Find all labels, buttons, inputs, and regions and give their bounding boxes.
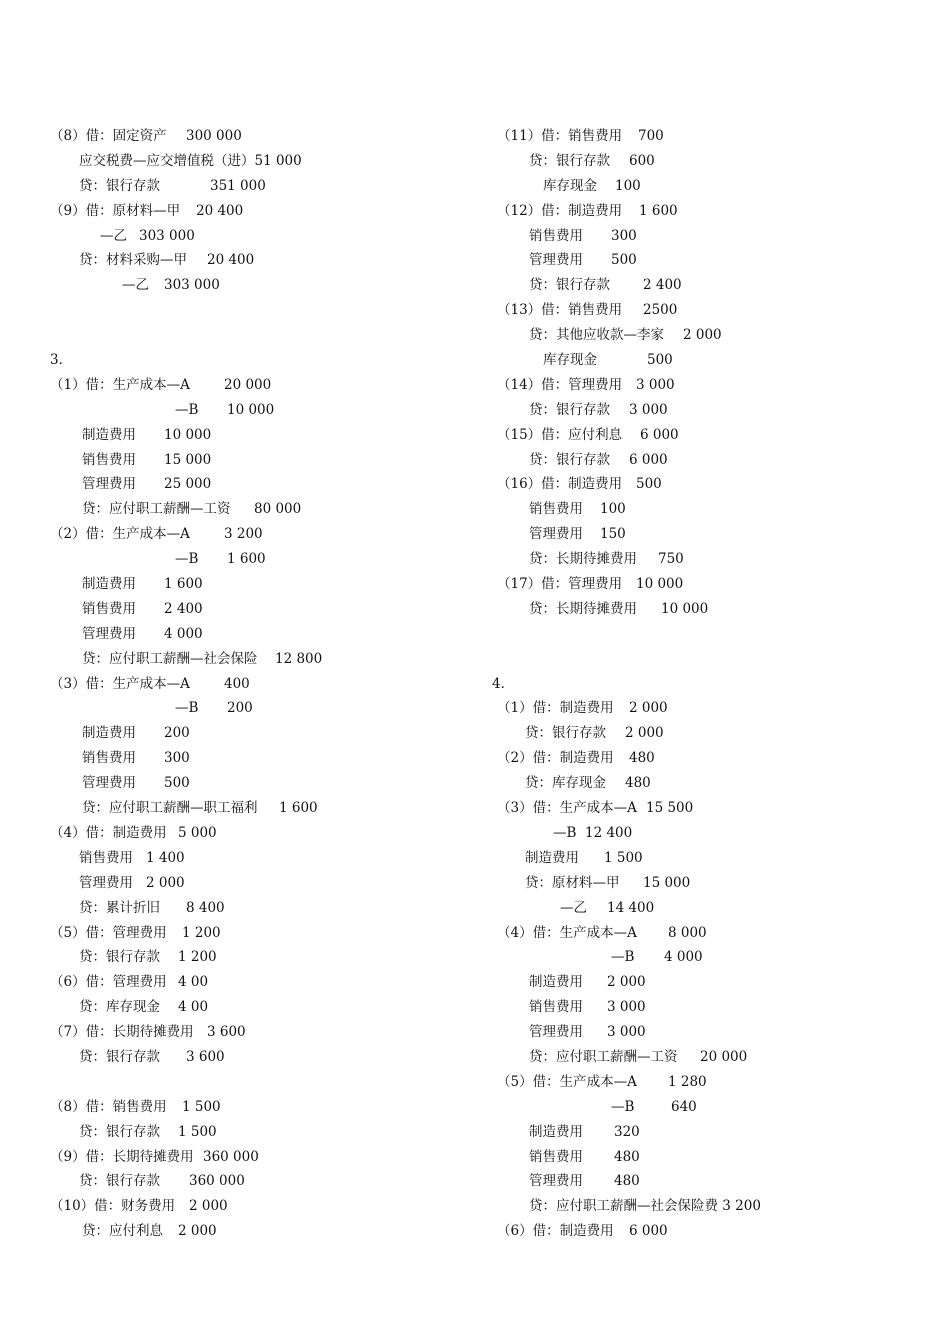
entry-label: 制造费用 bbox=[529, 974, 583, 991]
entry-amount: 6 000 bbox=[640, 426, 679, 443]
entry-line bbox=[475, 1194, 950, 1219]
entry-label: （2）借：制造费用 bbox=[497, 750, 614, 767]
entry-amount: 100 bbox=[615, 177, 641, 194]
entry-line bbox=[0, 472, 475, 497]
entry-line bbox=[0, 273, 475, 298]
entry-line bbox=[475, 248, 950, 273]
entry-line bbox=[475, 921, 950, 946]
entry-amount: 1 600 bbox=[639, 202, 678, 219]
entry-label: 贷：银行存款 bbox=[79, 1123, 160, 1140]
entry-label: 销售费用 bbox=[529, 501, 583, 518]
entry-amount: 3 000 bbox=[636, 376, 675, 393]
entry-line bbox=[475, 497, 950, 522]
entry-label: （5）借：生产成本—A bbox=[497, 1073, 637, 1090]
entry-line bbox=[0, 1169, 475, 1194]
entry-line bbox=[0, 821, 475, 846]
entry-line bbox=[0, 672, 475, 697]
entry-label: （6）借：管理费用 bbox=[50, 974, 167, 991]
entry-line bbox=[0, 547, 475, 572]
entry-label: （8）借：销售费用 bbox=[50, 1098, 167, 1115]
entry-label: （14）借：管理费用 bbox=[497, 376, 623, 393]
entry-amount: 200 bbox=[164, 725, 190, 742]
entry-amount: 600 bbox=[629, 152, 655, 169]
entry-amount: 1 280 bbox=[668, 1073, 707, 1090]
entry-label: 销售费用 bbox=[529, 1148, 583, 1165]
entry-amount: 8 000 bbox=[668, 924, 707, 941]
entry-amount: 1 200 bbox=[178, 949, 217, 966]
entry-label: 管理费用 bbox=[529, 526, 583, 543]
entry-line bbox=[475, 224, 950, 249]
entry-label: （1）借：制造费用 bbox=[497, 700, 614, 717]
entry-amount: 300 bbox=[164, 750, 190, 767]
entry-line bbox=[475, 174, 950, 199]
entry-line bbox=[0, 597, 475, 622]
entry-amount: 6 000 bbox=[629, 1223, 668, 1240]
entry-label: 贷：库存现金 bbox=[79, 999, 160, 1016]
entry-label: 管理费用 bbox=[82, 476, 136, 493]
entry-label: （4）借：生产成本—A bbox=[497, 924, 637, 941]
entry-label: 销售费用 bbox=[82, 600, 136, 617]
entry-line bbox=[0, 1145, 475, 1170]
entry-label: 管理费用 bbox=[529, 252, 583, 269]
entry-amount: 400 bbox=[224, 675, 250, 692]
entry-line bbox=[475, 995, 950, 1020]
entry-line bbox=[475, 1095, 950, 1120]
entry-amount: 300 000 bbox=[186, 128, 242, 144]
entry-line bbox=[0, 647, 475, 672]
entry-amount: 500 bbox=[647, 352, 673, 369]
entry-label: （9）借：原材料—甲 bbox=[50, 202, 181, 219]
entry-amount: 200 bbox=[227, 700, 253, 717]
entry-amount: 4 00 bbox=[178, 999, 209, 1016]
entry-amount: 4 00 bbox=[178, 974, 209, 991]
entry-amount: 3 600 bbox=[207, 1024, 246, 1041]
entry-label: 制造费用 bbox=[525, 849, 579, 866]
entry-amount: 360 000 bbox=[189, 1173, 245, 1190]
entry-line bbox=[0, 1219, 475, 1244]
entry-label: 管理费用 bbox=[82, 775, 136, 792]
entry-label: 贷：长期待摊费用 bbox=[529, 551, 637, 568]
entry-line bbox=[0, 298, 475, 323]
entry-line bbox=[0, 796, 475, 821]
entry-amount: 500 bbox=[636, 476, 662, 493]
entry-amount: 303 000 bbox=[164, 277, 220, 294]
entry-amount: 10 000 bbox=[227, 401, 275, 418]
entry-label: 贷：银行存款 bbox=[79, 177, 160, 194]
entry-label: 制造费用 bbox=[82, 426, 136, 443]
entry-label: —B bbox=[175, 401, 199, 418]
entry-line bbox=[475, 348, 950, 373]
entry-line bbox=[475, 572, 950, 597]
entry-amount: 3 000 bbox=[607, 1024, 646, 1041]
entry-line bbox=[475, 1045, 950, 1070]
entry-label: —B bbox=[611, 949, 635, 966]
entry-amount: 1 600 bbox=[279, 800, 318, 817]
entry-line bbox=[475, 746, 950, 771]
entry-label: 贷：库存现金 bbox=[525, 775, 606, 792]
entry-line bbox=[0, 721, 475, 746]
entry-line bbox=[0, 696, 475, 721]
entry-line bbox=[0, 921, 475, 946]
entry-label: 贷：其他应收款—李家 bbox=[529, 327, 664, 344]
entry-amount: 2 000 bbox=[683, 327, 722, 344]
entry-amount: 6 000 bbox=[629, 451, 668, 468]
entry-amount: 2 000 bbox=[146, 874, 185, 891]
entry-amount: 15 500 bbox=[646, 800, 694, 817]
entry-line bbox=[0, 124, 475, 149]
entry-line bbox=[0, 1020, 475, 1045]
entry-label: 贷：长期待摊费用 bbox=[529, 600, 637, 617]
entry-label: （3）借：生产成本—A bbox=[497, 800, 637, 817]
entry-label: （11）借：销售费用 bbox=[497, 128, 623, 144]
entry-amount: 1 400 bbox=[146, 849, 185, 866]
entry-line bbox=[475, 199, 950, 224]
entry-amount: 1 500 bbox=[604, 849, 643, 866]
entry-label: （2）借：生产成本—A bbox=[50, 526, 190, 543]
entry-label: 管理费用 bbox=[82, 625, 136, 642]
entry-label: （5）借：管理费用 bbox=[50, 924, 167, 941]
entry-line bbox=[0, 497, 475, 522]
entry-label: —乙 bbox=[122, 277, 149, 294]
entry-line bbox=[0, 423, 475, 448]
entry-amount: 480 bbox=[614, 1148, 640, 1165]
entry-line bbox=[475, 373, 950, 398]
entry-label: 制造费用 bbox=[529, 1123, 583, 1140]
entry-label: 制造费用 bbox=[82, 576, 136, 593]
entry-line bbox=[0, 398, 475, 423]
entry-amount: 20 000 bbox=[224, 376, 272, 393]
entry-label: 贷：累计折旧 bbox=[79, 899, 160, 916]
entry-label: 贷：银行存款 bbox=[529, 152, 610, 169]
entry-line bbox=[475, 547, 950, 572]
entry-line bbox=[0, 771, 475, 796]
entry-label: 库存现金 bbox=[543, 352, 597, 369]
entry-amount: 4 000 bbox=[164, 625, 203, 642]
entry-amount: 2 400 bbox=[164, 600, 203, 617]
entry-label: （1）借：生产成本—A bbox=[50, 376, 190, 393]
entry-line bbox=[0, 323, 475, 348]
entry-label: —乙 bbox=[560, 899, 587, 916]
entry-label: 贷：银行存款 bbox=[529, 277, 610, 294]
entry-line bbox=[475, 448, 950, 473]
entry-amount: 10 000 bbox=[164, 426, 212, 443]
entry-line bbox=[475, 945, 950, 970]
entry-label: 4． bbox=[492, 675, 515, 692]
entry-amount: 2 000 bbox=[625, 725, 664, 742]
entry-amount: 640 bbox=[671, 1098, 697, 1115]
entry-label: （16）借：制造费用 bbox=[497, 476, 623, 493]
entry-line bbox=[0, 995, 475, 1020]
entry-line bbox=[475, 696, 950, 721]
entry-line bbox=[475, 398, 950, 423]
entry-line bbox=[0, 1070, 475, 1095]
entry-line bbox=[475, 622, 950, 647]
entry-amount: 1 600 bbox=[227, 551, 266, 568]
entry-label: 贷：银行存款 bbox=[529, 451, 610, 468]
entry-label: （6）借：制造费用 bbox=[497, 1223, 614, 1240]
entry-line bbox=[475, 970, 950, 995]
entry-line bbox=[0, 871, 475, 896]
entry-label: 销售费用 bbox=[82, 750, 136, 767]
entry-amount: 5 000 bbox=[178, 824, 217, 841]
entry-label: 销售费用 bbox=[529, 227, 583, 244]
entry-amount: 500 bbox=[611, 252, 637, 269]
entry-label: 管理费用 bbox=[79, 874, 133, 891]
entry-amount: 4 000 bbox=[664, 949, 703, 966]
entry-line bbox=[0, 199, 475, 224]
entry-amount: 10 000 bbox=[661, 600, 709, 617]
entry-label: （9）借：长期待摊费用 bbox=[50, 1148, 194, 1165]
entry-line bbox=[475, 1020, 950, 1045]
entry-amount: 2 000 bbox=[607, 974, 646, 991]
entry-amount: 3 600 bbox=[186, 1048, 225, 1065]
entry-amount: 100 bbox=[600, 501, 626, 518]
entry-amount: 1 600 bbox=[164, 576, 203, 593]
entry-label: 贷：原材料—甲 bbox=[525, 874, 620, 891]
entry-amount: 25 000 bbox=[164, 476, 212, 493]
entry-amount: 150 bbox=[600, 526, 626, 543]
entry-line bbox=[0, 149, 475, 174]
entry-line bbox=[475, 1219, 950, 1244]
entry-label: 应交税费—应交增值税（进）51 000 bbox=[79, 152, 302, 169]
entry-label: 贷：应付职工薪酬—工资 bbox=[529, 1048, 678, 1065]
entry-amount: 480 bbox=[629, 750, 655, 767]
entry-amount: 2 000 bbox=[629, 700, 668, 717]
entry-amount: 15 000 bbox=[643, 874, 691, 891]
entry-amount: 3 200 bbox=[224, 526, 263, 543]
entry-line bbox=[475, 472, 950, 497]
entry-line bbox=[475, 821, 950, 846]
entry-label: —B bbox=[611, 1098, 635, 1115]
entry-line bbox=[475, 647, 950, 672]
entry-line bbox=[475, 298, 950, 323]
entry-label: 贷：应付职工薪酬—社会保险 bbox=[82, 650, 258, 667]
entry-line bbox=[0, 373, 475, 398]
entry-line bbox=[0, 1045, 475, 1070]
entry-line bbox=[0, 1194, 475, 1219]
entry-amount: 14 400 bbox=[607, 899, 655, 916]
entry-label: 贷：银行存款 bbox=[529, 401, 610, 418]
entry-amount: 500 bbox=[164, 775, 190, 792]
entry-line bbox=[475, 721, 950, 746]
entry-line bbox=[0, 945, 475, 970]
entry-label: （10）借：财务费用 bbox=[50, 1198, 176, 1215]
entry-line bbox=[0, 522, 475, 547]
entry-amount: 2 000 bbox=[189, 1198, 228, 1215]
entry-line bbox=[475, 1070, 950, 1095]
entry-amount: 1 500 bbox=[182, 1098, 221, 1115]
entry-line bbox=[475, 1145, 950, 1170]
entry-label: （8）借：固定资产 bbox=[50, 128, 167, 144]
entry-amount: 80 000 bbox=[254, 501, 302, 518]
entry-label: 贷：应付职工薪酬—社会保险费 3 200 bbox=[529, 1198, 761, 1215]
entry-label: —乙 bbox=[100, 227, 127, 244]
entry-line bbox=[0, 622, 475, 647]
entry-label: 贷：应付职工薪酬—职工福利 bbox=[82, 800, 258, 817]
entry-line bbox=[0, 746, 475, 771]
entry-label: （4）借：制造费用 bbox=[50, 824, 167, 841]
entry-line bbox=[475, 522, 950, 547]
entry-label: （7）借：长期待摊费用 bbox=[50, 1024, 194, 1041]
entry-label: （13）借：销售费用 bbox=[497, 302, 623, 319]
entry-amount: 15 000 bbox=[164, 451, 212, 468]
entry-label: —B bbox=[175, 700, 199, 717]
entry-label: （17）借：管理费用 bbox=[497, 576, 623, 593]
entry-line bbox=[475, 273, 950, 298]
entry-line bbox=[0, 248, 475, 273]
entry-amount: 360 000 bbox=[203, 1148, 259, 1165]
entry-line bbox=[475, 672, 950, 697]
entry-line bbox=[475, 896, 950, 921]
entry-label: 制造费用 bbox=[82, 725, 136, 742]
entry-amount: 20 400 bbox=[196, 202, 244, 219]
entry-label: 库存现金 bbox=[543, 177, 597, 194]
entry-label: —B bbox=[553, 824, 577, 841]
entry-label: —B bbox=[175, 551, 199, 568]
entry-label: （12）借：制造费用 bbox=[497, 202, 623, 219]
entry-line bbox=[475, 323, 950, 348]
entry-line bbox=[475, 846, 950, 871]
entry-line bbox=[0, 846, 475, 871]
entry-label: 贷：银行存款 bbox=[79, 1048, 160, 1065]
entry-line bbox=[0, 1095, 475, 1120]
entry-label: 管理费用 bbox=[529, 1173, 583, 1190]
entry-label: 贷：银行存款 bbox=[79, 1173, 160, 1190]
entry-line bbox=[475, 149, 950, 174]
entry-line bbox=[0, 970, 475, 995]
right-column bbox=[475, 124, 950, 1244]
entry-line bbox=[475, 423, 950, 448]
entry-amount: 2 000 bbox=[178, 1223, 217, 1240]
entry-amount: 2 400 bbox=[643, 277, 682, 294]
entry-label: 贷：银行存款 bbox=[525, 725, 606, 742]
entry-line bbox=[0, 224, 475, 249]
entry-amount: 480 bbox=[614, 1173, 640, 1190]
entry-line bbox=[475, 1120, 950, 1145]
entry-line bbox=[0, 572, 475, 597]
entry-amount: 351 000 bbox=[210, 177, 266, 194]
entry-amount: 1 200 bbox=[182, 924, 221, 941]
entry-line bbox=[0, 174, 475, 199]
entry-label: 贷：银行存款 bbox=[79, 949, 160, 966]
entry-line bbox=[0, 896, 475, 921]
entry-label: （3）借：生产成本—A bbox=[50, 675, 190, 692]
entry-label: 贷：应付职工薪酬—工资 bbox=[82, 501, 231, 518]
entry-amount: 12 400 bbox=[585, 824, 633, 841]
entry-amount: 3 000 bbox=[629, 401, 668, 418]
entry-label: 3． bbox=[50, 352, 73, 369]
entry-amount: 20 000 bbox=[700, 1048, 748, 1065]
entry-amount: 8 400 bbox=[186, 899, 225, 916]
entry-amount: 480 bbox=[625, 775, 651, 792]
entry-line bbox=[475, 871, 950, 896]
entry-label: 贷：应付利息 bbox=[82, 1223, 163, 1240]
entry-line bbox=[475, 796, 950, 821]
entry-amount: 320 bbox=[614, 1123, 640, 1140]
entry-label: （15）借：应付利息 bbox=[497, 426, 623, 443]
entry-amount: 700 bbox=[638, 128, 664, 144]
entry-line bbox=[0, 448, 475, 473]
entry-label: 销售费用 bbox=[529, 999, 583, 1016]
entry-line bbox=[475, 124, 950, 149]
entry-line bbox=[475, 771, 950, 796]
left-column bbox=[0, 124, 475, 1244]
entry-amount: 10 000 bbox=[636, 576, 684, 593]
entry-line bbox=[0, 348, 475, 373]
entry-line bbox=[0, 1120, 475, 1145]
entry-amount: 12 800 bbox=[275, 650, 323, 667]
entry-amount: 303 000 bbox=[139, 227, 195, 244]
entry-amount: 2500 bbox=[643, 302, 678, 319]
entry-label: 管理费用 bbox=[529, 1024, 583, 1041]
entry-amount: 1 500 bbox=[178, 1123, 217, 1140]
entry-label: 销售费用 bbox=[79, 849, 133, 866]
entry-amount: 750 bbox=[658, 551, 684, 568]
entry-amount: 20 400 bbox=[207, 252, 255, 269]
entry-line bbox=[475, 1169, 950, 1194]
entry-line bbox=[475, 597, 950, 622]
entry-label: 销售费用 bbox=[82, 451, 136, 468]
entry-label: 贷：材料采购—甲 bbox=[79, 252, 187, 269]
entry-amount: 3 000 bbox=[607, 999, 646, 1016]
entry-amount: 300 bbox=[611, 227, 637, 244]
